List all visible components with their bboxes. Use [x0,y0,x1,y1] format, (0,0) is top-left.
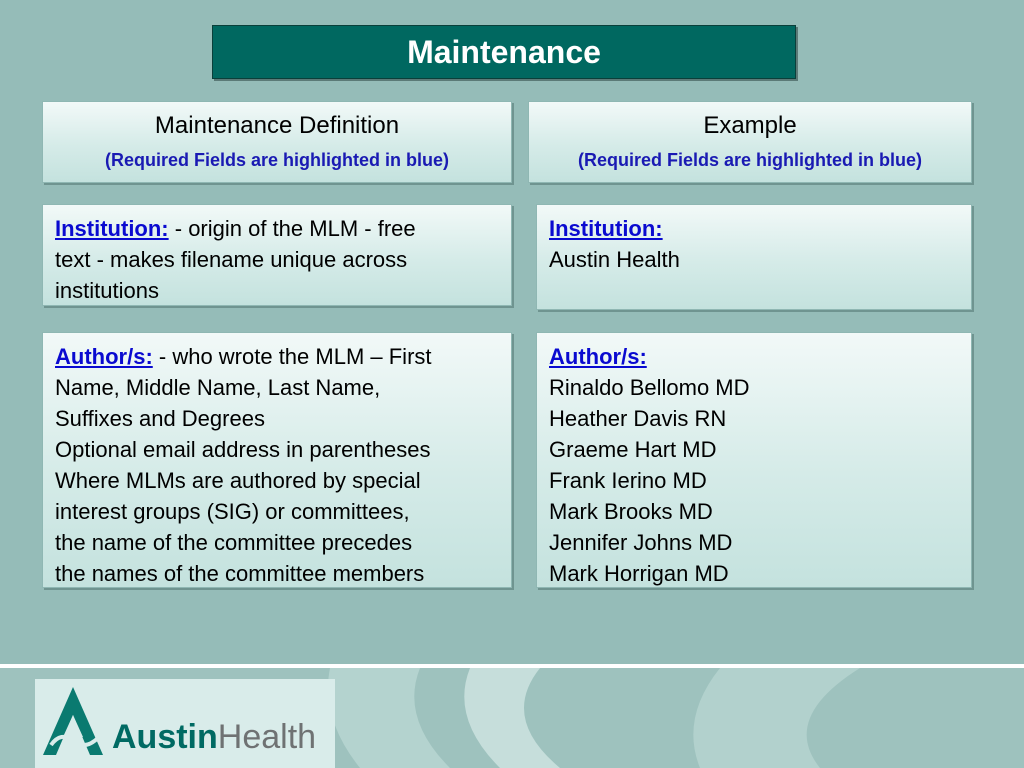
authors-definition-line-1 [55,341,499,372]
author-name: Rinaldo Bellomo MD [549,375,750,400]
institution-definition-line-2: text - makes filename unique across [55,247,408,272]
authors-definition-label: Author/s: [55,344,153,369]
logo-word-health: Health [217,718,317,756]
austin-health-a-logo-icon [43,685,107,757]
definition-header-title: Maintenance Definition [154,112,400,139]
author-name: Graeme Hart MD [549,437,717,462]
authors-example-label: Author/s: [549,344,647,369]
institution-example-value: Austin Health [549,247,680,272]
institution-example-label: Institution: [549,216,663,241]
slide-title [212,25,796,79]
author-name: Heather Davis RN [549,406,727,431]
slide-title-text: Maintenance [407,33,601,70]
authors-definition-line-2: Name, Middle Name, Last Name, [55,375,381,400]
authors-definition-line-3: Suffixes and Degrees [55,406,265,431]
institution-definition-text: - origin of the MLM - free [168,216,416,241]
author-name: Frank Ierino MD [549,468,707,493]
institution-definition-panel [42,204,512,306]
authors-definition-line-5: Where MLMs are authored by special [55,468,421,493]
author-name: Mark Brooks MD [549,499,713,524]
definition-header-subtitle: (Required Fields are highlighted in blue) [104,150,450,170]
institution-definition-label: Institution: [55,216,169,241]
authors-definition-line-6: interest groups (SIG) or committees, [55,499,410,524]
authors-definition-line-4: Optional email address in parentheses [55,437,431,462]
example-header-subtitle: (Required Fields are highlighted in blue) [577,150,923,170]
institution-definition-line-3: institutions [55,278,159,303]
example-header-title: Example [703,112,797,139]
austin-health-wordmark [112,717,316,757]
institution-example-panel [536,204,972,310]
authors-definition-panel [42,332,512,588]
authors-definition-line-7: the name of the committee precedes [55,530,413,555]
logo-word-austin: Austin [112,718,218,756]
authors-example-panel [536,332,972,588]
example-header-panel [528,101,972,183]
author-name: Mark Horrigan MD [549,561,729,586]
authors-definition-line-8: the names of the committee members [55,561,425,586]
author-name: Jennifer Johns MD [549,530,733,555]
definition-header-panel [42,101,512,183]
authors-definition-text: - who wrote the MLM – First [152,344,432,369]
institution-definition-line-1 [55,213,499,244]
